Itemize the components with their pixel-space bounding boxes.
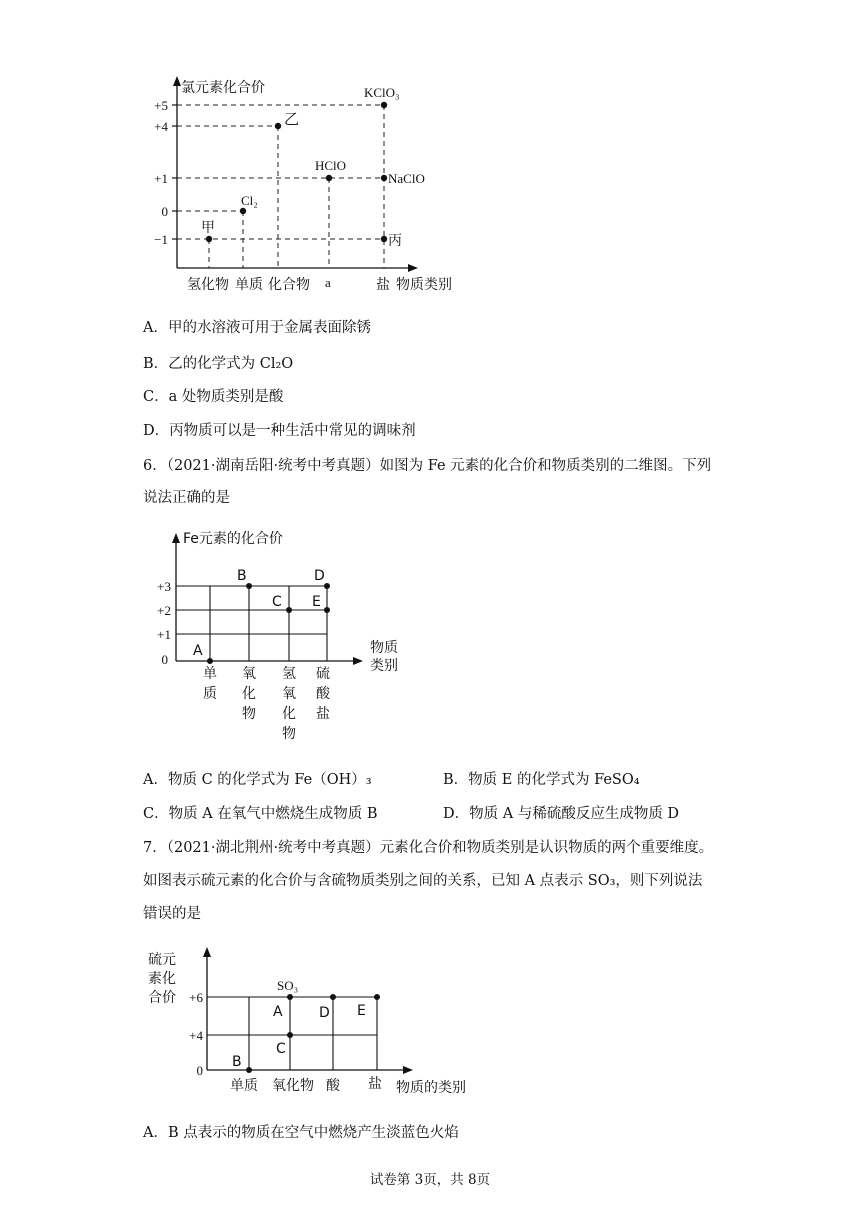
xcat-acid: 酸 <box>326 1078 340 1094</box>
xcat-salt: 盐 <box>368 1076 382 1092</box>
label-yi: 乙 <box>284 110 300 128</box>
q7-option-a: A．B 点表示的物质在空气中燃烧产生淡蓝色火焰 <box>143 1125 459 1141</box>
label-c: C <box>272 594 282 610</box>
q7-stem-line2: 如图表示硫元素的化合价与含硫物质类别之间的关系，已知 A 点表示 SO₃，则下列说法 <box>143 873 703 889</box>
q6-stem-line2: 说法正确的是 <box>143 490 230 506</box>
chlorine-valence-chart <box>0 0 860 300</box>
cat-hydroxide-2: 氧 <box>282 686 296 702</box>
ytick-plus6: +6 <box>189 990 203 1005</box>
cat-element-1: 单 <box>203 666 217 682</box>
y-axis-title: 氯元素化合价 <box>181 80 265 96</box>
q5-option-c: C．a 处物质类别是酸 <box>143 389 284 405</box>
y-axis-title-2: 素化 <box>148 971 176 987</box>
xcat-salt: 盐 <box>376 277 390 293</box>
point-a <box>287 994 293 1000</box>
x-axis-title: 物质的类别 <box>396 1080 466 1096</box>
xcat-a: a <box>325 275 331 290</box>
q5-option-a: A．甲的水溶液可用于金属表面除锈 <box>143 320 371 336</box>
q5-option-d: D．丙物质可以是一种生活中常见的调味剂 <box>143 423 416 439</box>
xcat-oxide: 氧化物 <box>272 1078 314 1094</box>
q6-option-b: B．物质 E 的化学式为 FeSO₄ <box>443 772 640 788</box>
ytick-plus5: +5 <box>154 98 168 113</box>
xcat-element: 单质 <box>230 1078 258 1094</box>
q6-option-a: A．物质 C 的化学式为 Fe（OH）₃ <box>143 772 372 788</box>
ytick-plus3: +3 <box>157 579 171 594</box>
label-hclo: HClO <box>315 158 347 173</box>
ytick-0: 0 <box>196 1063 203 1078</box>
label-kclo3: KClO₃ <box>364 85 400 100</box>
q7-stem-line1: 7．（2021·湖北荆州·统考中考真题）元素化合价和物质类别是认识物质的两个重要维度。 <box>143 840 714 856</box>
y-axis-title-3: 合价 <box>148 990 176 1006</box>
ytick-plus4: +4 <box>154 119 168 134</box>
cat-element-2: 质 <box>203 686 217 702</box>
ytick-0: 0 <box>161 652 168 667</box>
ytick-plus1: +1 <box>154 171 168 186</box>
cat-hydroxide-3: 化 <box>282 706 296 722</box>
cat-hydroxide-1: 氢 <box>282 666 296 682</box>
point-c <box>286 607 292 613</box>
point-yi <box>275 123 281 129</box>
label-so3: SO₃ <box>277 978 299 993</box>
point-b <box>246 583 252 589</box>
q5-option-b: B．乙的化学式为 Cl₂O <box>143 356 294 372</box>
cat-hydroxide-4: 物 <box>282 726 296 742</box>
label-cl2: Cl₂ <box>241 193 258 208</box>
iron-valence-chart <box>0 500 860 760</box>
page-footer: 试卷第 3页，共 8页 <box>369 1172 491 1188</box>
point-hclo <box>326 175 332 181</box>
point-c <box>287 1032 293 1038</box>
label-b: B <box>232 1054 242 1070</box>
point-naclo <box>381 175 387 181</box>
point-a <box>207 658 213 664</box>
ytick-0: 0 <box>161 204 168 219</box>
ytick-plus4: +4 <box>189 1028 203 1043</box>
ytick-plus2: +2 <box>157 603 171 618</box>
ytick-plus1: +1 <box>157 627 171 642</box>
x-axis-title: 物质类别 <box>396 277 452 293</box>
point-e <box>324 607 330 613</box>
y-axis-title-1: 硫元 <box>148 952 176 968</box>
cat-oxide-1: 氧 <box>242 666 256 682</box>
label-e: E <box>312 594 321 610</box>
point-d <box>330 994 336 1000</box>
q6-stem-line1: 6．（2021·湖南岳阳·统考中考真题）如图为 Fe 元素的化合价和物质类别的二维图。下列 <box>143 458 712 474</box>
label-a: A <box>193 643 203 659</box>
label-d: D <box>319 1005 330 1021</box>
point-b <box>246 1067 252 1073</box>
xcat-element: 单质 <box>235 277 263 293</box>
xcat-compound: 化合物 <box>268 277 310 293</box>
y-axis-title: Fe元素的化合价 <box>183 531 283 547</box>
q6-option-c: C．物质 A 在氧气中燃烧生成物质 B <box>143 806 378 822</box>
point-bing <box>381 236 387 242</box>
point-e <box>374 994 380 1000</box>
label-b: B <box>237 568 247 584</box>
cat-sulfate-1: 硫 <box>316 666 330 682</box>
label-naclo: NaClO <box>388 171 425 186</box>
ytick-minus1: −1 <box>154 232 168 247</box>
label-bing: 丙 <box>388 233 402 249</box>
point-cl2 <box>240 208 246 214</box>
cat-oxide-2: 化 <box>242 686 256 702</box>
cat-sulfate-3: 盐 <box>316 706 330 722</box>
point-jia <box>206 236 212 242</box>
xcat-hydride: 氢化物 <box>187 277 229 293</box>
label-jia: 甲 <box>201 220 215 236</box>
cat-sulfate-2: 酸 <box>316 686 330 702</box>
cat-oxide-3: 物 <box>242 706 256 722</box>
q7-stem-line3: 错误的是 <box>143 906 201 922</box>
x-axis-title-1: 物质 <box>370 640 398 656</box>
x-axis-title-2: 类别 <box>370 658 398 674</box>
label-d: D <box>314 568 325 584</box>
point-d <box>324 583 330 589</box>
sulfur-valence-chart <box>0 940 860 1120</box>
label-e: E <box>357 1003 366 1019</box>
label-c: C <box>276 1041 286 1057</box>
label-a: A <box>273 1004 283 1020</box>
point-kclo3 <box>381 102 387 108</box>
q6-option-d: D．物质 A 与稀硫酸反应生成物质 D <box>443 806 680 822</box>
